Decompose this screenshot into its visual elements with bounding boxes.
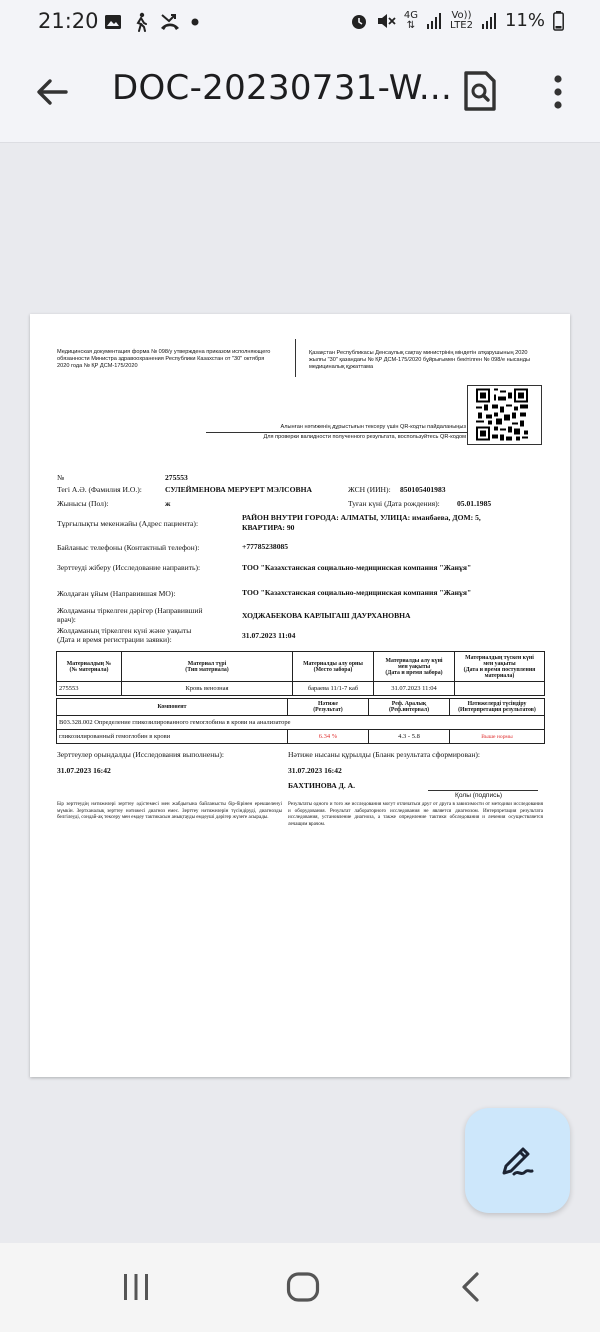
disclaimer-kz: Бір зерттеудің нәтижелері зерттеу әдістемесі мен жабдығына байланысты бір-бірінен ерекшеленуі мүмкін. Зертханалық зерттеу нәтижесі диагноз емес. Зерттеу нәтижелерін түсіндіруді, диагнозды белгілеуді, сондай-ақ тексеру мен емдеу тактикасын анықтауды емдеуші дәрігер жүзеге асырады. — [57, 801, 282, 821]
result-interpretation: Выше нормы — [450, 730, 545, 744]
result-section: В03.328.002 Определение гликозилированного гемоглобина в крови на анализаторе — [57, 716, 545, 730]
th-reference: Реф. Аралық — [391, 701, 427, 707]
form-value: 31.07.2023 16:42 — [288, 766, 342, 775]
disclaimer-ru: Результаты одного и того же исследования могут отличаться друг от друга в зависимости от методики исследования и оборудования. Результат лабораторного исследования не является диагнозом. Интерпретация результата исследования, установление диагноза, а также определение тактики обследования и лечения осуществляется лечащим врачом. — [288, 801, 543, 827]
arrow-back-icon[interactable] — [34, 74, 70, 110]
done-value: 31.07.2023 16:42 — [57, 766, 111, 775]
th-interpretation: Нәтижелерді түсіндіру — [467, 701, 527, 707]
address-label: Тұрғылықты мекенжайы (Адрес пациента): — [57, 519, 199, 528]
done-label: Зерттеулер орындалды (Исследования выполнены): — [57, 750, 225, 759]
mute-icon — [376, 12, 396, 30]
header-right: Қазақстан Республикасы Денсаулық сақтау министрінің міндетін атқарушының 2020 жылғы "30" қазандағы № ҚР ДСМ-175/2020 бұйрығымен бекітілген № 098/е нысанды медициналық құжаттама — [309, 350, 531, 370]
walking-icon — [133, 12, 149, 32]
phone-value: +77785238085 — [242, 542, 289, 551]
alarm-icon — [350, 12, 368, 30]
reg-date-label-2: (Дата и время регистрации заявки): — [57, 635, 172, 644]
home-icon[interactable] — [286, 1271, 320, 1303]
document-title: DOC-20230731-W... — [112, 68, 453, 108]
name-value: СУЛЕЙМЕНОВА МЕРУЕРТ МЭЛСОВНА — [165, 485, 312, 494]
sex-value: ж — [165, 499, 171, 508]
signer-name: БАХТИНОВА Д. А. — [288, 781, 356, 790]
results-table — [56, 698, 545, 744]
mo-value: ТОО "Казахстанская социально-медицинская компания "Жанұя" — [242, 588, 472, 597]
dob-value: 05.01.1985 — [457, 499, 492, 508]
reg-date-label-1: Жолдаманың тіркелген күні және уақыты — [57, 626, 192, 635]
table-row — [57, 682, 545, 696]
result-reference: 4.3 - 5.8 — [369, 730, 450, 744]
lte2-label: LTE2 — [450, 19, 473, 31]
cell-receipt-date — [455, 682, 545, 696]
header-divider — [295, 339, 296, 377]
table-row — [57, 716, 545, 730]
document-viewer[interactable] — [0, 143, 600, 1243]
dot-icon — [191, 18, 199, 26]
th-collect-date: Материалды алу күні — [385, 657, 443, 664]
more-vert-icon[interactable] — [546, 72, 570, 112]
refer-value: ТОО "Казахстанская социально-медицинская компания "Жанұя" — [242, 563, 472, 572]
material-table — [56, 651, 545, 696]
cell-material-type: Кровь венозная — [122, 682, 293, 696]
navigation-bar — [0, 1243, 600, 1332]
edit-fab-button[interactable] — [465, 1108, 570, 1213]
no-value: 275553 — [165, 473, 188, 482]
volte-label: Vo)) — [451, 9, 472, 21]
results-table-header: Компонент Нәтиже (Результат) Реф. Аралық (Реф.интервал) Нәтижелерді түсіндіру (Интерпретация результатов) — [57, 699, 545, 716]
status-time: 21:20 — [38, 9, 99, 33]
document-page[interactable] — [30, 314, 570, 1077]
doctor-value: ХОДЖАБЕКОВА КАРЛЫГАШ ДАУРХАНОВНА — [242, 611, 411, 620]
doctor-label-1: Жолдаманы тіркелген дәрігер (Направивший — [57, 606, 203, 615]
app-bar — [0, 44, 600, 143]
signature-label: Қолы (подпись) — [455, 792, 503, 799]
iin-value: 850105401983 — [400, 485, 446, 494]
th-component: Компонент — [57, 699, 288, 716]
th-receipt-date: Материалдың түскен күні — [465, 654, 534, 661]
phone-label: Байланыс телефоны (Контактный телефон): — [57, 543, 200, 552]
address-value-1: РАЙОН ВНУТРИ ГОРОДА: АЛМАТЫ, УЛИЦА: иманбаева, ДОМ: 5, — [242, 513, 481, 522]
table-row — [57, 730, 545, 744]
signal-icon — [426, 12, 442, 30]
doctor-label-2: врач): — [57, 615, 76, 624]
address-value-2: КВАРТИРА: 90 — [242, 523, 295, 532]
qr-code-icon — [476, 388, 528, 441]
network-4g-label: 4G — [403, 9, 418, 21]
iin-label: ЖСН (ИИН): — [348, 485, 391, 494]
sex-label: Жынысы (Пол): — [57, 499, 109, 508]
battery-icon — [553, 11, 564, 31]
edit-pen-icon — [497, 1140, 537, 1180]
result-component: гликозилированный гемоглобин в крови — [57, 730, 288, 744]
result-value: 6.34 % — [288, 730, 369, 744]
th-place-ru: (Место забора) — [313, 666, 353, 673]
battery-percent: 11% — [504, 10, 545, 31]
cell-place: бараева 11/1-7 каб — [293, 682, 374, 696]
recent-apps-icon[interactable] — [122, 1271, 150, 1303]
qr-code[interactable] — [467, 385, 542, 445]
status-bar: 21:20 4G ⇅ Vo)) LTE2 11% — [0, 0, 600, 44]
th-material-type-ru: (Тип материала) — [185, 666, 229, 673]
reg-date-value: 31.07.2023 11:04 — [242, 631, 296, 640]
th-material-type: Материал түрі — [187, 660, 227, 667]
signal-2-icon — [481, 12, 497, 30]
th-material-no: Материалдың № — [66, 660, 112, 667]
document-search-icon[interactable] — [460, 70, 500, 112]
qr-note-ru: Для проверки валидности полученного результата, воспользуйтесь QR-кодом — [263, 434, 466, 440]
name-label: Тегі А.Ә. (Фамилия И.О.): — [57, 485, 142, 494]
back-icon[interactable] — [458, 1271, 482, 1303]
no-label: № — [57, 473, 65, 482]
th-material-no-ru: (№ материала) — [69, 666, 109, 673]
form-label: Нәтиже нысаны құрылды (Бланк результата сформирован): — [288, 750, 481, 759]
dob-label: Туған күні (Дата рождения): — [348, 499, 440, 508]
material-table-header: Материалдың № (№ материала) Материал түрі (Тип материала) Материалды алу орны (Место забора) Материалды алу күні мен уақыты (Дата и время забора) Материалдың түскен күні мен уақыты (Дата и время поступления материала) — [57, 652, 545, 682]
th-place: Материалды алу орны — [303, 660, 363, 667]
qr-note-kz: Алынған нәтиженің дұрыстығын тексеру үшін QR-кодты пайдаланыңыз — [280, 424, 466, 430]
header-left: Медицинская документация форма № 098/у утверждена приказом исполняющего обязанности Министра здравоохранения Республики Казахстан от "30" октября 2020 года № ҚР ДСМ-175/2020 — [57, 349, 271, 369]
cell-collect-date: 31.07.2023 11:04 — [374, 682, 455, 696]
refer-label: Зерттеуді жіберу (Исследование направить): — [57, 563, 201, 572]
gallery-icon — [104, 13, 122, 31]
mo-label: Жолдаған ұйым (Направившая МО): — [57, 589, 176, 598]
th-result: Нәтиже — [318, 701, 338, 707]
cell-material-no: 275553 — [57, 682, 122, 696]
missed-call-icon — [160, 13, 180, 31]
